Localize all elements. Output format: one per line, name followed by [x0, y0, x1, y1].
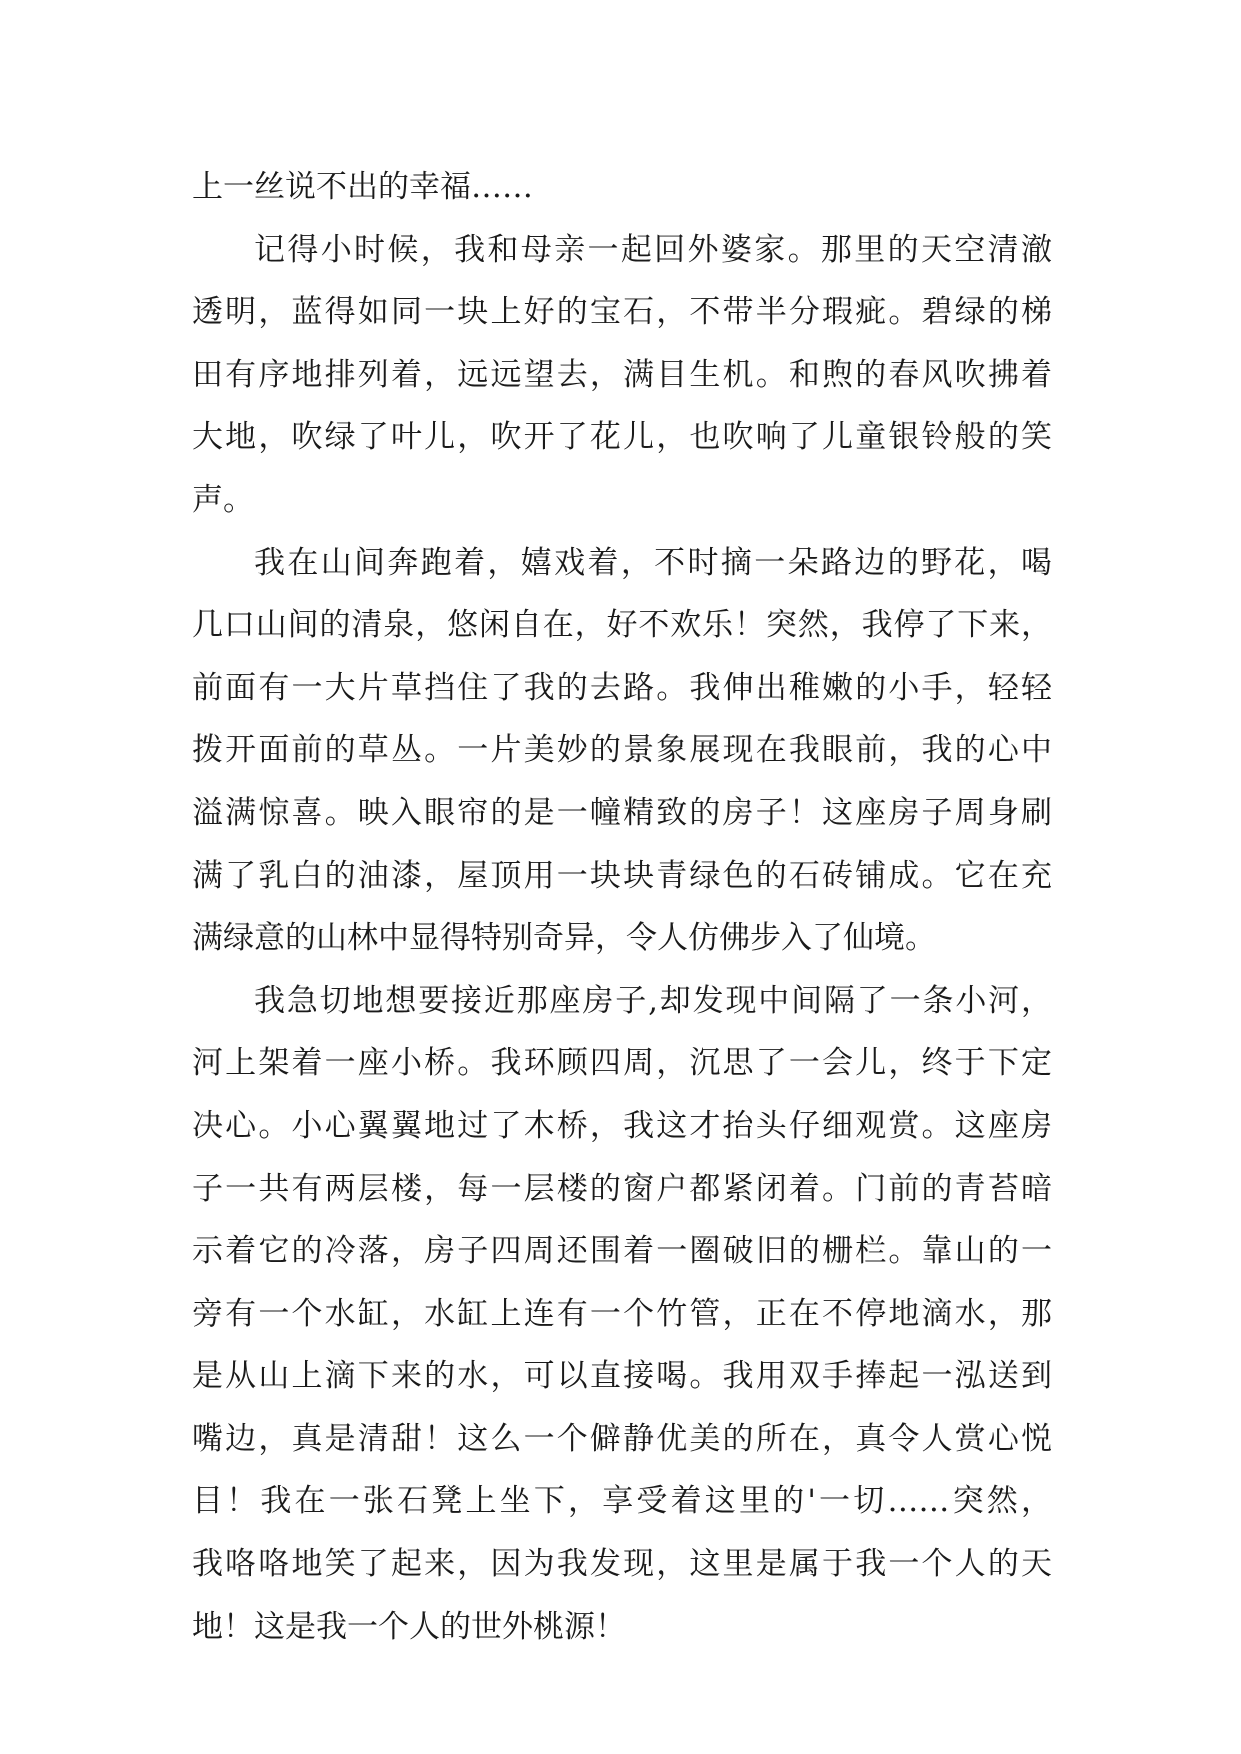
paragraph-first-line: 我急切地想要接近那座房子,却发现中间隔了一条小河，: [254, 982, 1052, 1019]
text-line: 河上架着一座小桥。我环顾四周，沉思了一会儿，终于下定: [192, 1045, 1052, 1082]
article-body: [192, 156, 1052, 1658]
text-line: 是从山上滴下来的水，可以直接喝。我用双手捧起一泓送到: [192, 1358, 1052, 1395]
text-line: 子一共有两层楼，每一层楼的窗户都紧闭着。门前的青苔暗: [192, 1170, 1052, 1207]
text-line: 几口山间的清泉，悠闲自在，好不欢乐！突然，我停了下来，: [192, 607, 1052, 644]
text-line: 上一丝说不出的幸福……: [192, 169, 533, 205]
text-line: 嘴边，真是清甜！这么一个僻静优美的所在，真令人赏心悦: [192, 1420, 1052, 1457]
text-line: 前面有一大片草挡住了我的去路。我伸出稚嫩的小手，轻轻: [192, 669, 1052, 706]
paragraph-first-line: 我在山间奔跑着，嬉戏着，不时摘一朵路边的野花，喝: [254, 544, 1052, 581]
text-line: 透明，蓝得如同一块上好的宝石，不带半分瑕疵。碧绿的梯: [192, 294, 1052, 331]
text-line: 我咯咯地笑了起来，因为我发现，这里是属于我一个人的天: [192, 1546, 1052, 1583]
text-line: 满绿意的山林中显得特别奇异，令人仿佛步入了仙境。: [192, 920, 936, 957]
text-line: 溢满惊喜。映入眼帘的是一幢精致的房子！这座房子周身刷: [192, 794, 1052, 831]
paragraph-first-line: 记得小时候，我和母亲一起回外婆家。那里的天空清澈: [254, 231, 1052, 268]
text-line: 目！我在一张石凳上坐下，享受着这里的'一切……突然，: [192, 1483, 1052, 1520]
text-line: 拨开面前的草丛。一片美妙的景象展现在我眼前，我的心中: [192, 732, 1052, 769]
text-line: 旁有一个水缸，水缸上连有一个竹管，正在不停地滴水，那: [192, 1295, 1052, 1332]
text-line: 大地，吹绿了叶儿，吹开了花儿，也吹响了儿童银铃般的笑: [192, 419, 1052, 456]
text-line: 地！这是我一个人的世外桃源！: [192, 1608, 626, 1645]
text-line: 满了乳白的油漆，屋顶用一块块青绿色的石砖铺成。它在充: [192, 857, 1052, 894]
text-line: 田有序地排列着，远远望去，满目生机。和煦的春风吹拂着: [192, 356, 1052, 393]
text-line: 决心。小心翼翼地过了木桥，我这才抬头仔细观赏。这座房: [192, 1107, 1052, 1144]
text-line: 声。: [192, 481, 254, 518]
text-line: 示着它的冷落，房子四周还围着一圈破旧的栅栏。靠山的一: [192, 1233, 1052, 1270]
